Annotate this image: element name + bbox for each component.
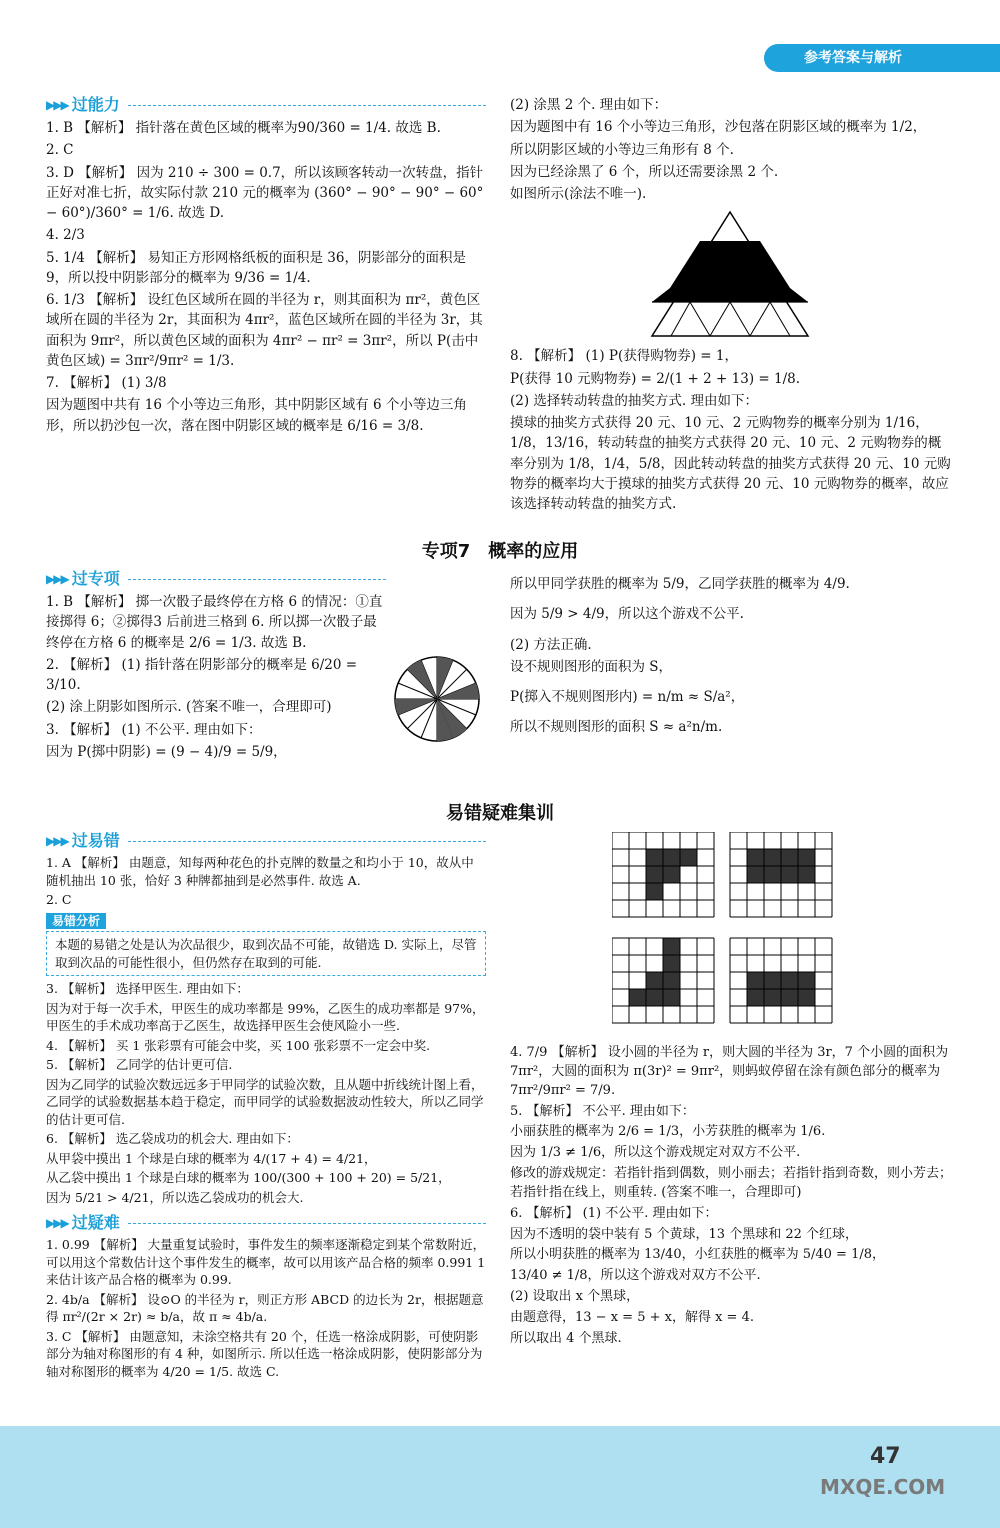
answer-item: 所以小明获胜的概率为 13/40，小红获胜的概率为 5/40 = 1/8， bbox=[510, 1247, 886, 1263]
answer-item: 6. 1/3 【解析】 设红色区域所在圆的半径为 r，则其面积为 πr²，黄色区域所在圆的半径为 2r，其面积为 4πr²，蓝色区域所在圆的半径为 3r，其面积为 9πr²，所以黄色区域的面积为 4πr² − πr² = 3πr²，所以 P(击中黄色区域) = 3πr²/9πr² = 1/3. bbox=[46, 292, 483, 369]
triangle-figure bbox=[510, 206, 954, 346]
answer-item: 3. C 【解析】 由题意知，未涂空格共有 20 个，任选一格涂成阴影，可使阴影部分为轴对称图形的有 4 种，如图所示. 所以任选一格涂成阴影，使阴影部分为轴对称图形的概率为 4/20 = 1/5. 故选 C. bbox=[46, 1328, 483, 1379]
answer-item: 设不规则图形的面积为 S， bbox=[510, 658, 673, 675]
shaded-cell bbox=[646, 883, 663, 900]
yc-right-column bbox=[510, 1044, 954, 1351]
section-label: 过专项 bbox=[71, 569, 120, 588]
chevron-icon: ▶▶▶ bbox=[46, 98, 68, 112]
shaded-cell bbox=[798, 849, 815, 866]
section-label: 过易错 bbox=[71, 830, 120, 850]
shaded-cell bbox=[781, 972, 798, 989]
section-divider bbox=[128, 841, 486, 842]
answer-item: 3. 【解析】 选择甲医生. 理由如下： bbox=[46, 981, 249, 997]
shaded-cell bbox=[646, 989, 663, 1006]
answer-item: 小丽获胜的概率为 2/6 = 1/3，小芳获胜的概率为 1/6. bbox=[510, 1124, 826, 1140]
shaded-cell bbox=[764, 866, 781, 883]
answer-item: 2. C bbox=[46, 142, 74, 159]
answer-item: 8. 【解析】 (1) P(获得购物券) = 1， bbox=[510, 348, 738, 365]
answer-item: 2. 4b/a 【解析】 设⊙O 的半径为 r，则正方形 ABCD 的边长为 2r，根据题意得 πr²/(2r × 2r) ≈ b/a，故 π ≈ 4b/a. bbox=[46, 1291, 484, 1325]
section-guoyinan bbox=[46, 1212, 486, 1234]
answer-item: 3. D 【解析】 因为 210 ÷ 300 = 0.7，所以该顾客转动一次转盘，指针正好对准七折，故实际付款 210 元的概率为 (360° − 90° − 90° − 60° − 60°)/360° = 1/6. 故选 D. bbox=[46, 164, 484, 221]
answer-item: 5. 【解析】 不公平. 理由如下： bbox=[510, 1103, 695, 1119]
answer-item: 因为 P(掷中阴影) = (9 − 4)/9 = 5/9， bbox=[46, 743, 287, 760]
answer-item: 2. C bbox=[46, 892, 72, 907]
right-top-column bbox=[510, 95, 954, 516]
watermark: MXQE.COM bbox=[820, 1475, 946, 1499]
answer-item: 从甲袋中摸出 1 个球是白球的概率为 4/(17 + 4) = 4/21， bbox=[46, 1150, 377, 1166]
section-label: 过疑难 bbox=[71, 1213, 120, 1233]
shaded-cell bbox=[663, 938, 680, 955]
shaded-cell bbox=[680, 849, 697, 866]
answer-item: 从乙袋中摸出 1 个球是白球的概率为 100/(300 + 100 + 20) = 5/21， bbox=[46, 1170, 451, 1186]
zx-left-column bbox=[46, 562, 386, 764]
answer-item: 因为对于每一次手术，甲医生的成功率都是 99%，乙医生的成功率都是 97%，甲医生的手术成功率高于乙医生，故选择甲医生会使风险小一些. bbox=[46, 1000, 485, 1034]
answer-item: 由题意得，13 − x = 5 + x，解得 x = 4. bbox=[510, 1309, 754, 1325]
answer-item: 因为不透明的袋中装有 5 个黄球，13 个黑球和 22 个红球， bbox=[510, 1226, 859, 1242]
answer-item: 因为已经涂黑了 6 个，所以还需要涂黑 2 个. bbox=[510, 163, 779, 180]
page-number: 47 bbox=[870, 1444, 901, 1469]
shaded-cell bbox=[629, 989, 646, 1006]
shaded-cell bbox=[663, 849, 680, 866]
shaded-cell bbox=[764, 989, 781, 1006]
error-analysis-tag: 易错分析 bbox=[46, 913, 106, 930]
answer-item: 1. B 【解析】 指针落在黄色区域的概率为90/360 = 1/4. 故选 B. bbox=[46, 120, 441, 136]
answer-item: 7. 【解析】 (1) 3/8 bbox=[46, 375, 167, 391]
answer-item: (2) 涂上阴影如图所示. (答案不唯一，合理即可) bbox=[46, 699, 332, 716]
answer-item: 因为题图中共有 16 个小等边三角形，其中阴影区域有 6 个小等边三角形，所以扔沙包一次，落在图中阴影区域的概率是 6/16 = 3/8. bbox=[46, 397, 467, 434]
header-tab: 参考答案与解析 bbox=[764, 44, 1000, 72]
section-label: 过能力 bbox=[71, 95, 120, 114]
answer-item: 2. 【解析】 (1) 指针落在阴影部分的概率是 6/20 = 3/10. bbox=[46, 656, 358, 693]
answer-item: (2) 选择转动转盘的抽奖方式. 理由如下： bbox=[510, 392, 758, 409]
shaded-cell bbox=[747, 972, 764, 989]
answer-item: 所以取出 4 个黑球. bbox=[510, 1330, 622, 1346]
answer-item: 6. 【解析】 选乙袋成功的机会大. 理由如下： bbox=[46, 1131, 299, 1147]
answer-item: 4. 7/9 【解析】 设小圆的半径为 r，则大圆的半径为 3r，7 个小圆的面积为 7πr²，大圆的面积为 π(3r)² = 9πr²，则蚂蚁停留在涂有颜色部分的概率为 7πr²/9πr² = 7/9. bbox=[510, 1045, 949, 1098]
answer-item: 4. 【解析】 买 1 张彩票有可能会中奖，买 100 张彩票不一定会中奖. bbox=[46, 1037, 431, 1053]
shaded-cell bbox=[798, 866, 815, 883]
answer-item: P(获得 10 元购物券) = 2/(1 + 2 + 13) = 1/8. bbox=[510, 370, 800, 387]
answer-item: 13/40 ≠ 1/8，所以这个游戏对双方不公平. bbox=[510, 1268, 761, 1284]
shaded-cell bbox=[764, 972, 781, 989]
error-analysis-box: 本题的易错之处是认为次品很少，取到次品不可能，故错选 D. 实际上，尽管取到次品的可能性很小，但仍然存在取到的可能. bbox=[46, 931, 486, 976]
answer-item: 3. 【解析】 (1) 不公平. 理由如下： bbox=[46, 721, 262, 738]
answer-item: 6. 【解析】 (1) 不公平. 理由如下： bbox=[510, 1205, 718, 1221]
answer-item: 5. 1/4 【解析】 易知正方形网格纸板的面积是 36，阴影部分的面积是 9，所以投中阴影部分的概率为 9/36 = 1/4. bbox=[46, 249, 466, 286]
answer-item: 所以阴影区域的小等边三角形有 8 个. bbox=[510, 141, 734, 158]
shaded-cell bbox=[798, 989, 815, 1006]
yicuo-title: 易错疑难集训 bbox=[446, 803, 554, 824]
chevron-icon: ▶▶▶ bbox=[46, 833, 68, 848]
section-divider bbox=[128, 579, 386, 580]
shaded-cell bbox=[646, 866, 663, 883]
section-divider bbox=[128, 105, 486, 106]
answer-item: 1. B 【解析】 掷一次骰子最终停在方格 6 的情况：①直接掷得 6；②掷得3 后前进三格到 6. 所以掷一次骰子最终停在方格 6 的概率是 2/6 = 1/3. 故选 B. bbox=[46, 594, 383, 651]
zhuanxiang-title: 专项7 概率的应用 bbox=[421, 541, 579, 562]
section-guonengli bbox=[46, 94, 486, 116]
answer-item: 1. 0.99 【解析】 大量重复试验时，事件发生的频率逐渐稳定到某个常数附近，可以用这个常数估计这个事件发生的概率，故可以用该产品合格的频率 0.991 1 来估计该产品合格的概率为 0.99. bbox=[46, 1237, 486, 1288]
shaded-cell bbox=[764, 849, 781, 866]
answer-item: 因为 5/9 > 4/9，所以这个游戏不公平. bbox=[510, 606, 744, 623]
answer-item: 摸球的抽奖方式获得 20 元、10 元、2 元购物券的概率分别为 1/16，1/8，13/16，转动转盘的抽奖方式获得 20 元、10 元、2 元购物券的概率分别为 1/8，1/4，5/8，因此转动转盘的抽奖方式获得 20 元、10 元购物券的概率均大于摸球的抽奖方式获得 20 元、10 元购物券的概率，故应该选择转动转盘的抽奖方式. bbox=[510, 415, 951, 512]
answer-item: 因为 5/21 > 4/21，所以选乙袋成功的机会大. bbox=[46, 1189, 304, 1205]
answer-item: 5. 【解析】 乙同学的估计更可信. bbox=[46, 1057, 233, 1073]
section-divider bbox=[128, 1223, 486, 1224]
shaded-cell bbox=[747, 849, 764, 866]
grid-figures bbox=[612, 832, 952, 1038]
shaded-cell bbox=[663, 972, 680, 989]
shaded-cell bbox=[663, 955, 680, 972]
chevron-icon: ▶▶▶ bbox=[46, 1215, 68, 1230]
shaded-cell bbox=[781, 849, 798, 866]
shaded-cell bbox=[663, 866, 680, 883]
shaded-cell bbox=[781, 989, 798, 1006]
shaded-cell bbox=[663, 989, 680, 1006]
triangle-diagram bbox=[650, 210, 810, 340]
answer-item: 4. 2/3 bbox=[46, 227, 85, 244]
answer-item: 1. A 【解析】 由题意，知每两种花色的扑克牌的数量之和均小于 10，故从中随机抽出 10 张，恰好 3 种牌都抽到是必然事件. 故选 A. bbox=[46, 855, 474, 888]
answer-item: 因为乙同学的试验次数远远多于甲同学的试验次数，且从题中折线统计图上看，乙同学的试验数据基本趋于稳定，而甲同学的试验数据波动性较大，所以乙同学的估计更可信. bbox=[46, 1076, 484, 1127]
section-guoyicuo bbox=[46, 830, 486, 852]
answer-item: (2) 设取出 x 个黑球， bbox=[510, 1289, 640, 1305]
answer-item: 因为题图中有 16 个小等边三角形，沙包落在阴影区域的概率为 1/2， bbox=[510, 119, 927, 136]
yc-left-column bbox=[46, 824, 486, 1382]
zx-right-column bbox=[510, 574, 954, 740]
shaded-cell bbox=[747, 989, 764, 1006]
shaded-cell bbox=[646, 972, 663, 989]
left-top-column bbox=[46, 88, 486, 438]
shaded-cell bbox=[747, 866, 764, 883]
section-guozhuanxiang bbox=[46, 568, 386, 590]
chevron-icon: ▶▶▶ bbox=[46, 572, 68, 586]
answer-item: 因为 1/3 ≠ 1/6，所以这个游戏规定对双方不公平. bbox=[510, 1145, 801, 1161]
answer-item: (2) 方法正确. bbox=[510, 636, 592, 653]
shaded-cell bbox=[781, 866, 798, 883]
spinner-diagram bbox=[392, 654, 482, 744]
answer-item: 所以甲同学获胜的概率为 5/9，乙同学获胜的概率为 4/9. bbox=[510, 576, 850, 592]
answer-item: 修改的游戏规定：若指针指到偶数，则小丽去；若指针指到奇数，则小芳去；若指针指在线上，则重转. (答案不唯一，合理即可) bbox=[510, 1166, 953, 1200]
shaded-cell bbox=[646, 849, 663, 866]
answer-item: 所以不规则图形的面积 S ≈ a²n/m. bbox=[510, 719, 723, 736]
answer-item: P(掷入不规则图形内) = n/m ≈ S/a²， bbox=[510, 689, 745, 705]
answer-item: 如图所示(涂法不唯一). bbox=[510, 186, 647, 202]
answer-item: (2) 涂黑 2 个. 理由如下： bbox=[510, 97, 668, 113]
shaded-cell bbox=[798, 972, 815, 989]
